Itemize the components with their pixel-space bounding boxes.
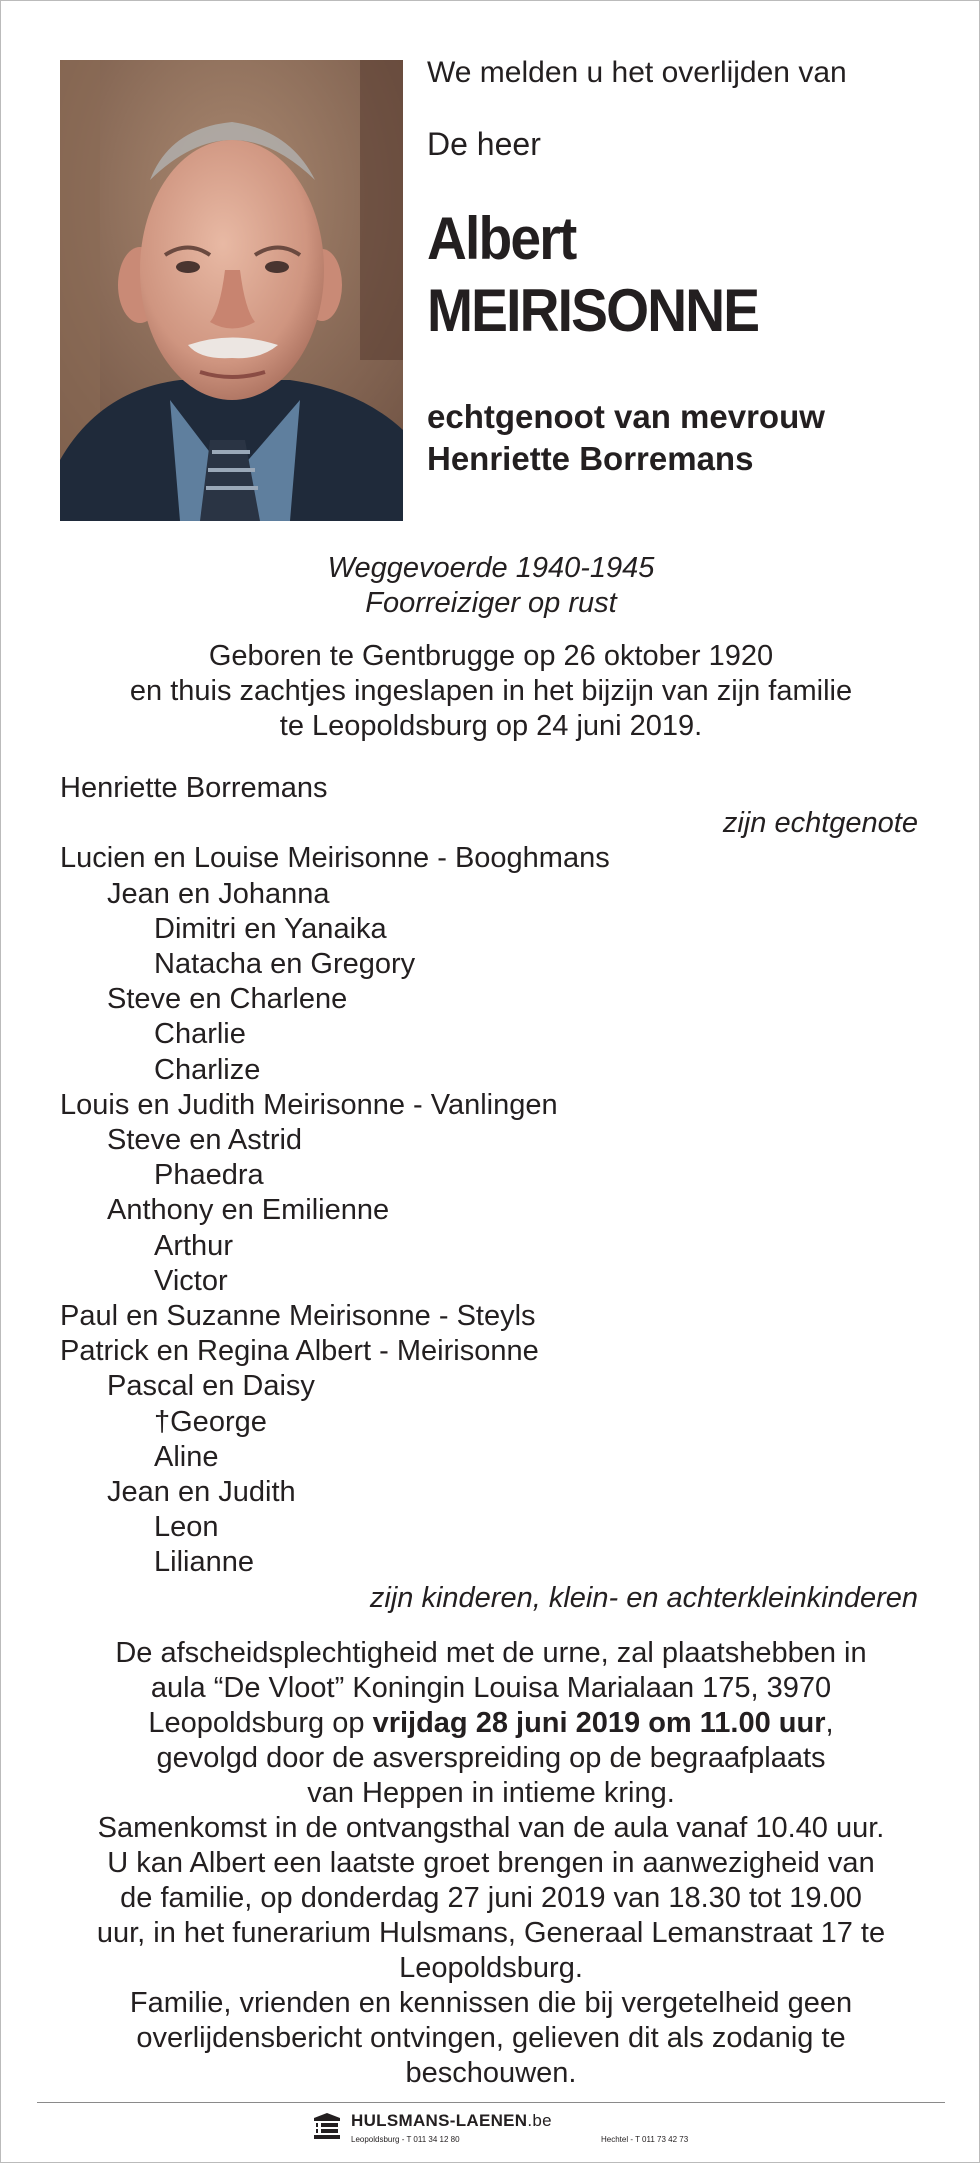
- epithet-line-1: Weggevoerde 1940-1945: [327, 552, 655, 584]
- gathering-line: Samenkomst in de ontvangsthal van de aula vanaf 10.40 uur.: [97, 1812, 885, 1844]
- visit-line-4: Leopoldsburg.: [399, 1952, 583, 1984]
- ceremony-line-3-pre: Leopoldsburg op: [148, 1707, 373, 1739]
- spouse-line-1: echtgenoot van mevrouw: [427, 398, 825, 435]
- ceremony-details: [1, 1636, 980, 2091]
- family-member: †George: [154, 1405, 267, 1438]
- ceremony-line-1: De afscheidsplechtigheid met de urne, zal plaatshebben in: [115, 1637, 867, 1669]
- epithet: [1, 551, 980, 621]
- ceremony-line-3-post: ,: [825, 1707, 834, 1739]
- visit-line-2: de familie, op donderdag 27 juni 2019 van 18.30 tot 19.00: [120, 1882, 862, 1914]
- ceremony-line-3: [1, 1706, 980, 1741]
- first-name: Albert: [427, 205, 576, 272]
- portrait-photo: [60, 60, 403, 521]
- family-members: [60, 841, 918, 1580]
- notice-line-1: Familie, vrienden en kennissen die bij vergetelheid geen: [129, 1987, 853, 2019]
- family-closing-role: zijn kinderen, klein- en achterkleinkinderen: [369, 1581, 918, 1614]
- spouse-line-2: Henriette Borremans: [427, 440, 754, 477]
- ceremony-line-4: gevolgd door de asverspreiding op de begraafplaats: [156, 1742, 826, 1774]
- family-member: Jean en Johanna: [107, 877, 330, 910]
- birth-line-1: Geboren te Gentbrugge op 26 oktober 1920: [208, 640, 774, 672]
- birth-line-3: te Leopoldsburg op 24 juni 2019.: [279, 710, 703, 742]
- family-member: Jean en Judith: [107, 1476, 296, 1509]
- family-member: Leon: [154, 1511, 219, 1544]
- notice-line-2: overlijdensbericht ontvingen, gelieven dit als zodanig te: [136, 2022, 846, 2054]
- family-member: Dimitri en Yanaika: [154, 912, 387, 945]
- address-leopoldsburg: Leopoldsburg - T 011 34 12 80: [351, 2135, 460, 2144]
- family-spouse-role: zijn echtgenote: [722, 807, 918, 840]
- family-member: Charlize: [154, 1053, 261, 1086]
- deceased-name: [427, 203, 758, 347]
- birth-death-statement: [1, 639, 980, 744]
- family-member: Charlie: [154, 1018, 246, 1051]
- family-member: Pascal en Daisy: [107, 1370, 315, 1403]
- family-member: Lilianne: [154, 1546, 254, 1579]
- footer-divider: [37, 2102, 945, 2103]
- family-member: Natacha en Gregory: [154, 948, 416, 981]
- announcement-intro: We melden u het overlijden van: [427, 56, 847, 89]
- family-member: Arthur: [154, 1229, 233, 1262]
- address-hechtel: Hechtel - T 011 73 42 73: [601, 2135, 689, 2144]
- ceremony-date-time: vrijdag 28 juni 2019 om 11.00 uur: [372, 1707, 826, 1739]
- brand-name: HULSMANS-LAENEN: [351, 2111, 528, 2130]
- family-member: Steve en Charlene: [107, 983, 348, 1016]
- brand-domain: .be: [527, 2111, 552, 2130]
- visit-line-3: uur, in het funerarium Hulsmans, Generaal Lemanstraat 17 te: [96, 1917, 886, 1949]
- family-member: Aline: [154, 1440, 219, 1473]
- epithet-line-2: Foorreiziger op rust: [365, 587, 617, 619]
- family-member: Patrick en Regina Albert - Meirisonne: [60, 1335, 539, 1368]
- honorific: De heer: [427, 126, 541, 162]
- family-member: Phaedra: [154, 1159, 264, 1192]
- family-spouse: Henriette Borremans: [60, 772, 328, 804]
- last-name: MEIRISONNE: [427, 277, 759, 344]
- family-member: Victor: [154, 1264, 228, 1297]
- birth-line-2: en thuis zachtjes ingeslapen in het bijzijn van zijn familie: [129, 675, 853, 707]
- ceremony-line-2: aula “De Vloot” Koningin Louisa Marialaan 175, 3970: [150, 1672, 832, 1704]
- family-member: Lucien en Louise Meirisonne - Booghmans: [60, 842, 610, 875]
- family-member: Steve en Astrid: [107, 1124, 303, 1157]
- visit-line-1: U kan Albert een laatste groet brengen in aanwezigheid van: [107, 1847, 875, 1879]
- family-member: Louis en Judith Meirisonne - Vanlingen: [60, 1088, 558, 1121]
- spouse-reference: [427, 396, 825, 480]
- family-member: Paul en Suzanne Meirisonne - Steyls: [60, 1300, 536, 1333]
- funeral-home-logo-icon: [311, 2110, 343, 2142]
- notice-line-3: beschouwen.: [405, 2057, 577, 2089]
- family-list: [60, 771, 918, 1616]
- funeral-home-brand: [351, 2111, 552, 2131]
- family-member: Anthony en Emilienne: [107, 1194, 390, 1227]
- ceremony-line-5: van Heppen in intieme kring.: [307, 1777, 675, 1809]
